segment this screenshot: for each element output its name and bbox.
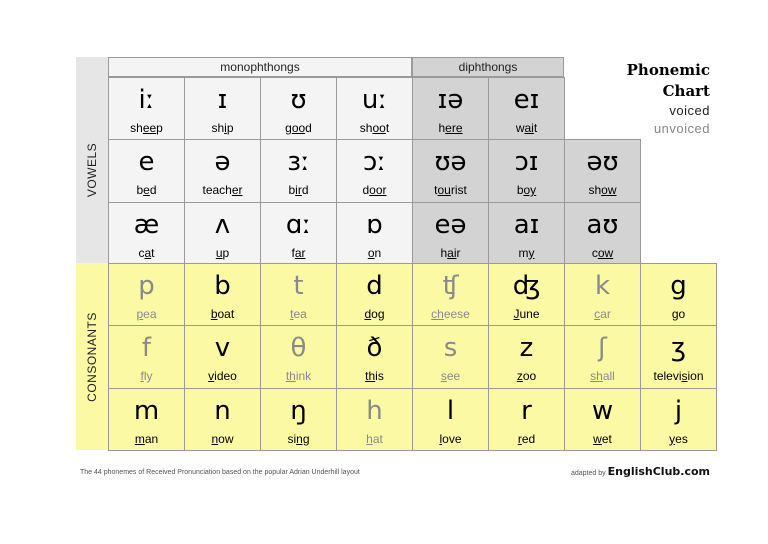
example-word-part: f xyxy=(291,245,295,260)
credit xyxy=(571,465,710,478)
example-word-highlight: s xyxy=(440,369,447,384)
example-word xyxy=(565,183,640,197)
example-word-highlight: sh xyxy=(590,369,603,384)
phoneme-symbol: ɑː xyxy=(285,209,312,240)
example-word-part: t xyxy=(533,121,538,135)
example-word-highlight: th xyxy=(285,369,296,384)
phoneme-symbol: b xyxy=(214,271,231,301)
example-word-part: une xyxy=(519,307,540,321)
example-word-part: sh xyxy=(130,121,143,135)
example-word-part: es xyxy=(675,431,688,446)
example-word-part: ink xyxy=(295,369,312,384)
example-word xyxy=(565,307,640,321)
phoneme-symbol: æ xyxy=(133,209,160,240)
example-word-highlight: J xyxy=(513,307,520,321)
phoneme-symbol: eə xyxy=(434,209,467,240)
title-line-1: Phonemic xyxy=(626,61,710,79)
example-word xyxy=(261,246,336,260)
phoneme-symbol: l xyxy=(446,395,455,426)
phoneme-symbol: e xyxy=(138,147,155,178)
consonant-cell xyxy=(640,263,717,326)
vowel-cell xyxy=(488,77,565,140)
example-word xyxy=(489,246,564,260)
vowel-cell xyxy=(488,139,565,202)
vowel-cell xyxy=(488,202,565,265)
example-word-highlight: d xyxy=(364,307,372,321)
phoneme-symbol: ʧ xyxy=(442,271,459,301)
example-word-highlight: h xyxy=(366,431,373,446)
legend-unvoiced: unvoiced xyxy=(653,121,710,136)
phoneme-symbol: g xyxy=(670,271,687,301)
phoneme-symbol: m xyxy=(133,395,160,426)
example-word-part: at xyxy=(372,431,383,446)
example-word xyxy=(489,432,564,446)
example-word xyxy=(337,121,412,135)
example-word-part: r xyxy=(456,245,461,260)
phoneme-symbol: uː xyxy=(361,85,388,115)
example-word xyxy=(641,307,716,321)
example-word xyxy=(109,121,184,135)
consonant-cell xyxy=(564,263,641,326)
example-word-part: oo xyxy=(522,369,537,384)
example-word-highlight: m xyxy=(134,431,145,446)
phoneme-symbol: r xyxy=(521,395,532,426)
example-word-part: oat xyxy=(217,307,235,321)
example-word-part: an xyxy=(144,431,159,446)
example-word-part: ed xyxy=(521,431,536,446)
example-word xyxy=(413,307,488,321)
example-word-highlight: oo xyxy=(372,121,386,135)
example-word xyxy=(413,246,488,260)
example-word-highlight: v xyxy=(208,369,215,384)
consonant-cell xyxy=(640,325,717,388)
monophthongs-header: monophthongs xyxy=(220,60,300,74)
example-word-part: rist xyxy=(450,183,467,198)
phoneme-symbol: aɪ xyxy=(513,209,540,240)
example-word-highlight: oo xyxy=(291,121,306,135)
example-word xyxy=(185,307,260,321)
example-word-part: o xyxy=(678,307,686,321)
example-word xyxy=(261,121,336,135)
phoneme-symbol: θ xyxy=(290,333,307,364)
example-word-part: ar xyxy=(600,307,611,321)
example-word-part: t xyxy=(151,245,155,260)
example-word-highlight: y xyxy=(528,245,535,260)
phoneme-symbol: ʃ xyxy=(598,333,607,364)
phoneme-symbol: f xyxy=(141,333,152,364)
phoneme-symbol: ɪ xyxy=(217,85,228,115)
example-word-highlight: oy xyxy=(523,183,537,198)
consonant-cell xyxy=(412,263,489,326)
consonant-cell xyxy=(184,325,261,388)
phoneme-symbol: əʊ xyxy=(586,147,619,178)
vowel-cell xyxy=(564,139,641,202)
example-word-highlight: ir xyxy=(295,183,302,198)
example-word-highlight: l xyxy=(439,431,443,446)
example-word-highlight: b xyxy=(210,307,218,321)
example-word-part: eese xyxy=(443,307,470,321)
example-word xyxy=(185,246,260,260)
consonant-cell xyxy=(640,388,717,451)
example-word-highlight: ng xyxy=(296,431,310,446)
consonant-cell xyxy=(260,263,337,326)
phoneme-symbol: ə xyxy=(214,147,231,178)
example-word xyxy=(185,369,260,383)
phoneme-symbol: n xyxy=(214,395,231,426)
example-word-highlight: r xyxy=(517,431,522,446)
example-word-highlight: s xyxy=(681,369,688,384)
example-word-part: televi xyxy=(653,369,682,384)
consonant-cell xyxy=(488,388,565,451)
phonemic-chart xyxy=(76,57,718,450)
credit-prefix: adapted by xyxy=(570,470,606,477)
example-word xyxy=(337,369,412,383)
example-word-highlight: ai xyxy=(447,245,457,260)
example-word xyxy=(261,432,336,446)
example-word xyxy=(109,246,184,260)
example-word xyxy=(109,369,184,383)
phoneme-symbol: d xyxy=(366,271,383,301)
example-word-highlight: z xyxy=(516,369,523,384)
example-word xyxy=(489,307,564,321)
example-word-highlight: p xyxy=(136,307,144,321)
phoneme-symbol: ð xyxy=(366,333,383,364)
example-word-highlight: a xyxy=(144,245,152,260)
consonant-cell xyxy=(108,325,185,388)
vowel-cell xyxy=(412,77,489,140)
consonant-cell xyxy=(108,388,185,451)
example-word-highlight: g xyxy=(671,307,679,321)
diphthongs-header: diphthongs xyxy=(458,60,518,74)
vowel-cell xyxy=(336,77,413,140)
example-word xyxy=(185,432,260,446)
consonant-cell xyxy=(336,388,413,451)
example-word-part: d xyxy=(149,183,157,198)
example-word xyxy=(337,432,412,446)
vowel-cell xyxy=(564,202,641,265)
phoneme-symbol: ʊ xyxy=(290,85,307,115)
example-word-part: teach xyxy=(202,183,232,198)
example-word-highlight: y xyxy=(669,431,676,446)
example-word-part: sh xyxy=(588,183,602,198)
example-word-highlight: ch xyxy=(431,307,444,321)
example-word-part: ion xyxy=(687,369,704,384)
phoneme-symbol: j xyxy=(674,395,683,426)
vowel-cell xyxy=(108,139,185,202)
vowel-cell xyxy=(184,77,261,140)
phoneme-symbol: v xyxy=(214,333,231,364)
example-word-part: all xyxy=(602,369,615,384)
example-word-part: is xyxy=(375,369,384,384)
example-word xyxy=(413,432,488,446)
example-word-highlight: u xyxy=(215,245,223,260)
example-word xyxy=(109,183,184,197)
example-word xyxy=(185,183,260,197)
example-word-highlight: f xyxy=(140,369,144,384)
example-word-part: sh xyxy=(359,121,373,135)
example-word-highlight: ee xyxy=(142,121,157,135)
example-word-part: b xyxy=(516,183,524,198)
englishclub-logo: EnglishClub.com xyxy=(607,465,710,478)
example-word xyxy=(185,121,260,135)
example-word-part: b xyxy=(288,183,296,198)
phoneme-symbol: aʊ xyxy=(586,209,619,240)
phoneme-symbol: ʒ xyxy=(670,333,687,364)
example-word-highlight: ai xyxy=(524,121,534,135)
example-word-highlight: t xyxy=(290,307,294,321)
example-word-part: og xyxy=(371,307,385,321)
example-word-part: g xyxy=(285,121,292,135)
consonant-cell xyxy=(184,388,261,451)
consonant-cell xyxy=(336,325,413,388)
example-word xyxy=(261,183,336,197)
vowel-cell xyxy=(412,139,489,202)
example-word-part: ee xyxy=(446,369,461,384)
phoneme-symbol: k xyxy=(594,271,611,301)
example-word-part: ow xyxy=(218,431,234,446)
consonant-cell xyxy=(184,263,261,326)
example-word xyxy=(337,307,412,321)
phoneme-symbol: eɪ xyxy=(513,85,540,115)
example-word-part: b xyxy=(136,183,144,198)
phoneme-symbol: ŋ xyxy=(290,395,307,426)
example-word-highlight: ow xyxy=(601,183,617,198)
vowel-cell xyxy=(260,139,337,202)
example-word xyxy=(413,183,488,197)
example-word-part: t xyxy=(434,183,438,198)
example-word-part: d xyxy=(362,183,370,198)
example-word-part: ea xyxy=(143,307,157,321)
example-word-part: ove xyxy=(442,431,462,446)
example-word-highlight: er xyxy=(231,183,243,198)
consonant-cell xyxy=(564,388,641,451)
example-word-part: p xyxy=(222,245,230,260)
vowel-cell xyxy=(336,139,413,202)
vowels-label-text: VOWELS xyxy=(85,142,100,198)
phoneme-symbol: iː xyxy=(138,85,155,115)
phoneme-symbol: h xyxy=(366,395,383,426)
vowel-cell xyxy=(260,77,337,140)
example-word-part: d xyxy=(301,183,309,198)
phoneme-symbol: t xyxy=(293,271,304,301)
phoneme-symbol: ɜː xyxy=(287,147,310,178)
title-line-2: Chart xyxy=(662,82,710,100)
example-word xyxy=(109,432,184,446)
vowel-cell xyxy=(184,139,261,202)
example-word xyxy=(565,369,640,383)
example-word-highlight: oor xyxy=(369,183,387,198)
example-word xyxy=(261,307,336,321)
example-word-highlight: ou xyxy=(437,183,451,198)
example-word xyxy=(413,121,488,135)
phoneme-symbol: ʊə xyxy=(434,147,467,178)
example-word-highlight: w xyxy=(593,431,602,446)
example-word-part: w xyxy=(515,121,525,135)
example-word xyxy=(337,183,412,197)
example-word xyxy=(565,246,640,260)
consonant-cell xyxy=(564,325,641,388)
vowel-cell xyxy=(108,202,185,265)
phoneme-symbol: ʤ xyxy=(512,271,541,301)
example-word xyxy=(641,432,716,446)
vowel-cell xyxy=(336,202,413,265)
example-word-highlight: ow xyxy=(597,245,614,260)
example-word-highlight: i xyxy=(224,121,227,135)
phoneme-symbol: s xyxy=(443,333,458,364)
example-word-highlight: ere xyxy=(445,121,463,135)
example-word-part: m xyxy=(518,245,529,260)
phoneme-symbol: ɔɪ xyxy=(514,147,539,178)
consonants-label-text: CONSONANTS xyxy=(85,311,99,402)
vowels-label xyxy=(76,77,108,263)
example-word-highlight: ar xyxy=(294,245,306,260)
example-word-highlight: o xyxy=(367,245,375,260)
example-word-highlight: e xyxy=(143,183,150,198)
example-word-part: h xyxy=(438,121,446,135)
example-word xyxy=(413,369,488,383)
consonant-cell xyxy=(412,388,489,451)
example-word-part: ideo xyxy=(214,369,237,384)
example-word-part: sh xyxy=(211,121,225,135)
example-word-part: c xyxy=(591,245,598,260)
phoneme-symbol: z xyxy=(519,333,534,364)
vowel-cell xyxy=(260,202,337,265)
footnote: The 44 phonemes of Received Pronunciation based on the popular Adrian Underhill layout xyxy=(80,469,360,476)
phoneme-symbol: ʌ xyxy=(214,209,231,240)
example-word-part: p xyxy=(226,121,234,135)
consonant-cell xyxy=(412,325,489,388)
example-word-highlight: n xyxy=(211,431,219,446)
vowel-cell xyxy=(184,202,261,265)
example-word xyxy=(489,121,564,135)
example-word-part: p xyxy=(156,121,163,135)
example-word-highlight: th xyxy=(365,369,376,384)
example-word-part: ea xyxy=(293,307,307,321)
example-word xyxy=(261,369,336,383)
example-word-part: d xyxy=(305,121,312,135)
phoneme-symbol: w xyxy=(591,395,614,426)
phoneme-symbol: ɔː xyxy=(362,147,387,178)
example-word-part: c xyxy=(138,245,145,260)
example-word xyxy=(337,246,412,260)
consonant-cell xyxy=(260,325,337,388)
phoneme-symbol: p xyxy=(138,271,155,301)
example-word xyxy=(489,369,564,383)
consonant-cell xyxy=(336,263,413,326)
title-block xyxy=(627,60,710,138)
example-word-part: ly xyxy=(143,369,153,384)
example-word xyxy=(641,369,716,383)
example-word-part: t xyxy=(385,121,390,135)
example-word-part: et xyxy=(601,431,612,446)
vowel-cell xyxy=(108,77,185,140)
example-word xyxy=(109,307,184,321)
vowel-cell xyxy=(412,202,489,265)
phoneme-symbol: ɒ xyxy=(366,209,383,240)
example-word xyxy=(565,432,640,446)
legend-voiced: voiced xyxy=(669,103,710,118)
example-word xyxy=(489,183,564,197)
phoneme-symbol: ɪə xyxy=(437,85,464,115)
example-word-part: si xyxy=(287,431,297,446)
consonants-label xyxy=(76,263,108,450)
example-word-highlight: c xyxy=(594,307,601,321)
example-word-part: h xyxy=(440,245,448,260)
consonant-cell xyxy=(260,388,337,451)
consonant-cell xyxy=(108,263,185,326)
example-word-part: n xyxy=(374,245,382,260)
consonant-cell xyxy=(488,263,565,326)
consonant-cell xyxy=(488,325,565,388)
